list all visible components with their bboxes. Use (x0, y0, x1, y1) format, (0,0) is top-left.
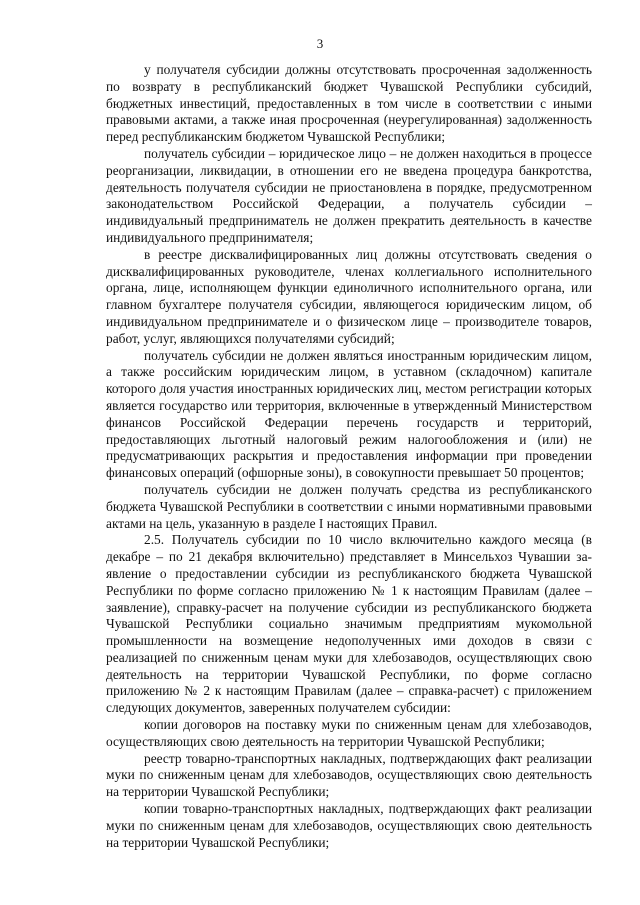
paragraph-other-funding: получатель субсидии не должен получать средства из республиканского бюджета Чувашской Республики в соответствии с иными нормативными правовыми актами на цель, указанную в разделе I настоящих Правил. (106, 481, 592, 531)
paragraph-disqualified-persons: в реестре дисквалифицированных лиц должны отсутствовать сведения о дисквалифицированных руководителе, членах коллегиального исполнительного органа, лице, исполняющем функции единоличного исполнительного органа, или главном бухгалтере получателя субсидии, являющегося юридическим лицом, об индивидуальном предпринимателе и о физическом лице – производителе товаров, работ, услуг, являющихся получателями субсидий; (106, 246, 592, 346)
paragraph-contract-copies: копии договоров на поставку муки по сниженным ценам для хлебозаводов, осуществляющих свою деятельность на территории Чувашской Республики; (106, 717, 592, 749)
page-number: 3 (316, 36, 324, 51)
paragraph-debt-requirement: у получателя субсидии должны отсутствовать просроченная задолженность по возврату в республиканский бюджет Чувашской Республики субсидий, бюджетных инвестиций, предоставленных в том числе в соответствии с иными правовыми актами, а также иная просроченная (неурегулированная) задолженность перед республиканским бюджетом Чувашской Республики; (106, 62, 592, 145)
paragraph-waybill-copies: копии товарно-транспортных накладных, подтверждающих факт реализации муки по сниженным ценам для хлебозаводов, осуществляющих свою деятельность на территории Чувашской Республики; (106, 801, 592, 850)
document-body (106, 62, 592, 851)
paragraph-reorganization-requirement: получатель субсидии – юридическое лицо – не должен находиться в процессе реорганизации, ликвидации, в отношении его не введена процедура банкротства, деятельность получателя субсидии не приостановлена в порядке, предусмотренном законодательством Российской Федерации, а получатель субсидии – индивидуальный предприниматель не должен прекратить деятельность в качестве индивидуального предпринимателя; (106, 145, 592, 245)
paragraph-foreign-entity: получатель субсидии не должен являться иностранным юридическим лицом, а также российским юридическим лицом, в уставном (складочном) капитале которого доля участия иностранных юридических лиц, местом регистрации которых является государство или территория, включенные в утвержденный Министерством финансов Российской Федерации перечень государств и территорий, предоставляющих льготный налоговый режим налогообложения и (или) не предусматривающих раскрытия и предоставления информации при проведении финансовых операций (офшорные зоны), в совокупности превышает 50 процентов; (106, 347, 592, 481)
paragraph-waybill-register: реестр товарно-транспортных накладных, подтверждающих факт реализации муки по сниженным ценам для хлебозаводов, осуществляющих свою деятельность на территории Чувашской Республики; (106, 750, 592, 800)
paragraph-section-2-5: 2.5. Получатель субсидии по 10 число включительно каждого месяца (в декабре – по 21 декабря включительно) представляет в Минсельхоз Чувашии заявление о предоставлении субсидии из республиканского бюджета Чувашской Республики по форме согласно приложению № 1 к настоящим Правилам (далее – заявление), справку-расчет на получение субсидии из республиканского бюджета Чувашской Республики социально значимым предприятиям мукомольной промышленности на возмещение недополученных ими доходов в связи с реализацией по сниженным ценам муки для хлебозаводов, осуществляющих свою деятельность на территории Чувашской Республики, по форме согласно приложению № 2 к настоящим Правилам (далее – справка-расчет) с приложением следующих документов, заверенных получателем субсидии: (106, 532, 592, 716)
